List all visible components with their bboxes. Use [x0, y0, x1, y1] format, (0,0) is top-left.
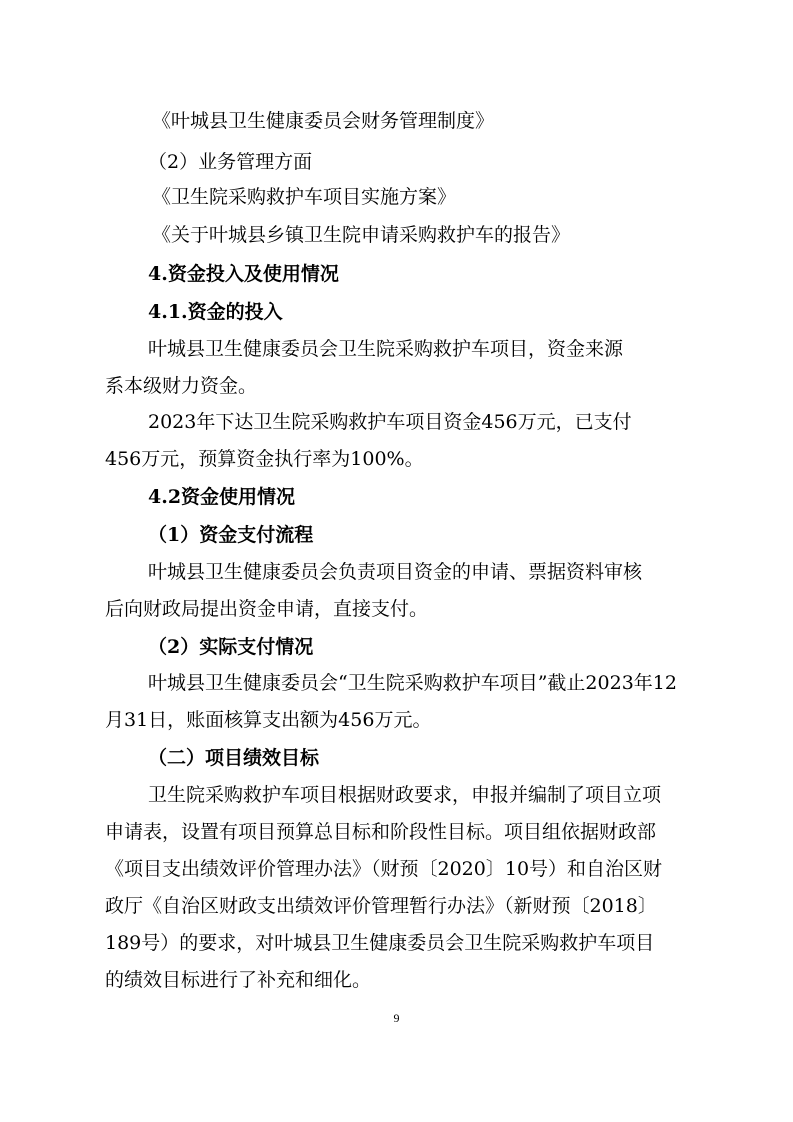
text-line: 卫生院采购救护车项目根据财政要求，申报并编制了项目立项 — [148, 784, 662, 806]
section-heading: 4.2资金使用情况 — [148, 486, 296, 508]
page-number: 9 — [393, 1011, 400, 1025]
text-line: （2）业务管理方面 — [148, 151, 313, 173]
text-line: 456万元，预算资金执行率为100%。 — [105, 448, 424, 470]
text-line: 《卫生院采购救护车项目实施方案》 — [152, 186, 457, 208]
text-line: 的绩效目标进行了补充和细化。 — [105, 969, 372, 991]
text-line: 叶城县卫生健康委员会负责项目资金的申请、票据资料审核 — [148, 561, 643, 583]
text-line: 系本级财力资金。 — [105, 375, 258, 397]
text-line: 189号）的要求，对叶城县卫生健康委员会卫生院采购救护车项目 — [105, 932, 655, 954]
section-heading: 4.1.资金的投入 — [148, 301, 283, 323]
text-line: 《叶城县卫生健康委员会财务管理制度》 — [152, 110, 495, 132]
section-heading: （2）实际支付情况 — [148, 636, 314, 658]
text-line: 月31日，账面核算支出额为456万元。 — [105, 709, 432, 731]
text-line: 2023年下达卫生院采购救护车项目资金456万元，已支付 — [148, 411, 632, 433]
text-line: 后向财政局提出资金申请，直接支付。 — [105, 598, 429, 620]
text-line: 叶城县卫生健康委员会“卫生院采购救护车项目”截止2023年12 — [148, 672, 677, 694]
text-line: 申请表，设置有项目预算总目标和阶段性目标。项目组依据财政部 — [105, 821, 657, 843]
text-line: 政厅《自治区财政支出绩效评价管理暂行办法》（新财预〔2018〕 — [105, 895, 657, 917]
section-heading: （二）项目绩效目标 — [148, 747, 320, 769]
text-line: 《关于叶城县乡镇卫生院申请采购救护车的报告》 — [152, 224, 571, 246]
section-heading: 4.资金投入及使用情况 — [148, 263, 339, 285]
text-line: 《项目支出绩效评价管理办法》（财预〔2020〕10号）和自治区财 — [105, 858, 663, 880]
section-heading: （1）资金支付流程 — [148, 524, 314, 546]
text-line: 叶城县卫生健康委员会卫生院采购救护车项目，资金来源 — [148, 338, 624, 360]
